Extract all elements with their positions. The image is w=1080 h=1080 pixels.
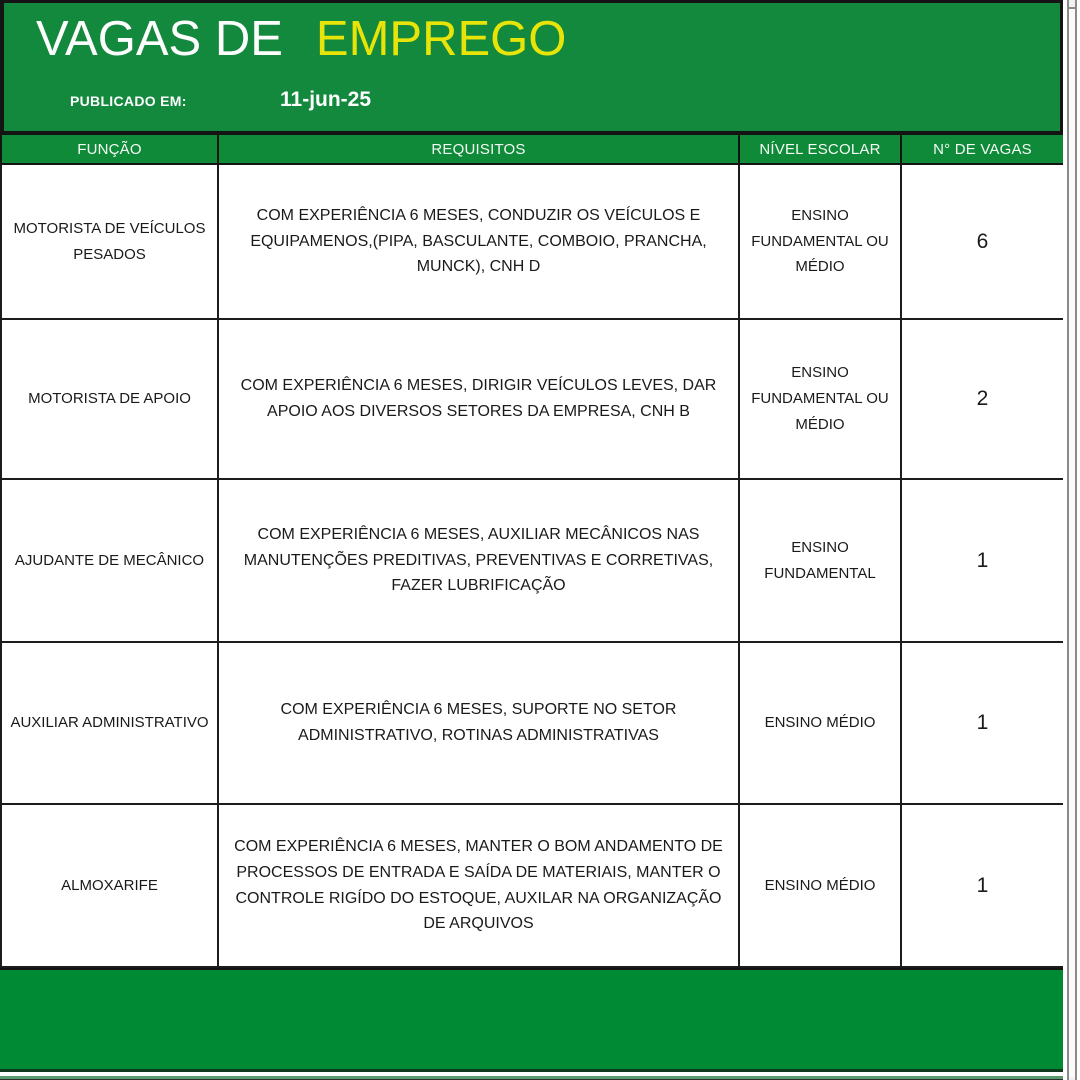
- table-row: [1, 479, 1064, 642]
- vertical-scrollbar-thumb[interactable]: [1069, 7, 1075, 1077]
- cell-nivel-escolar: ENSINO FUNDAMENTAL OU MÉDIO: [739, 164, 901, 319]
- vacancies-table: [0, 133, 1065, 968]
- cell-requisitos: COM EXPERIÊNCIA 6 MESES, SUPORTE NO SETOR ADMINISTRATIVO, ROTINAS ADMINISTRATIVAS: [218, 642, 739, 804]
- title-part-white: VAGAS DE: [36, 12, 283, 66]
- cell-nivel-escolar: ENSINO MÉDIO: [739, 642, 901, 804]
- cell-nivel-escolar: ENSINO MÉDIO: [739, 804, 901, 967]
- published-date: 11-jun-25: [280, 88, 372, 111]
- cell-nivel-escolar: ENSINO FUNDAMENTAL OU MÉDIO: [739, 319, 901, 479]
- column-header-nivel-escolar: NÍVEL ESCOLAR: [739, 134, 901, 164]
- cell-n-de-vagas: 6: [901, 164, 1064, 319]
- table-body: [1, 164, 1064, 967]
- column-header-requisitos: REQUISITOS: [218, 134, 739, 164]
- table-row: [1, 164, 1064, 319]
- cell-funcao: AJUDANTE DE MECÂNICO: [1, 479, 218, 642]
- cell-requisitos: COM EXPERIÊNCIA 6 MESES, DIRIGIR VEÍCULOS LEVES, DAR APOIO AOS DIVERSOS SETORES DA EMPRESA, CNH B: [218, 319, 739, 479]
- table-row: [1, 319, 1064, 479]
- cell-n-de-vagas: 1: [901, 479, 1064, 642]
- cell-n-de-vagas: 1: [901, 642, 1064, 804]
- scrollbar-area: [1063, 0, 1080, 1080]
- cell-funcao: ALMOXARIFE: [1, 804, 218, 967]
- cell-requisitos: COM EXPERIÊNCIA 6 MESES, MANTER O BOM ANDAMENTO DE PROCESSOS DE ENTRADA E SAÍDA DE MATERIAIS, MANTER O CONTROLE RIGÍDO DO ESTOQUE, AUXILAR NA ORGANIZAÇÃO DE ARQUIVOS: [218, 804, 739, 967]
- cell-requisitos: COM EXPERIÊNCIA 6 MESES, CONDUZIR OS VEÍCULOS E EQUIPAMENOS,(PIPA, BASCULANTE, COMBOIO, PRANCHA, MUNCK), CNH D: [218, 164, 739, 319]
- vertical-scrollbar-track[interactable]: [1067, 0, 1077, 1080]
- table-row: [1, 642, 1064, 804]
- header-band: [0, 0, 1063, 133]
- cell-requisitos: COM EXPERIÊNCIA 6 MESES, AUXILIAR MECÂNICOS NAS MANUTENÇÕES PREDITIVAS, PREVENTIVAS E CORRETIVAS, FAZER LUBRIFICAÇÃO: [218, 479, 739, 642]
- table-header-row: [1, 134, 1064, 164]
- bottom-strip-green: [0, 1076, 1063, 1080]
- cell-funcao: MOTORISTA DE APOIO: [1, 319, 218, 479]
- cell-n-de-vagas: 1: [901, 804, 1064, 967]
- page-title: [36, 13, 566, 67]
- cell-funcao: MOTORISTA DE VEÍCULOS PESADOS: [1, 164, 218, 319]
- footer-band: [0, 968, 1063, 1072]
- column-header-funcao: FUNÇÃO: [1, 134, 218, 164]
- title-part-yellow: EMPREGO: [315, 12, 567, 66]
- cell-funcao: AUXILIAR ADMINISTRATIVO: [1, 642, 218, 804]
- cell-n-de-vagas: 2: [901, 319, 1064, 479]
- column-header-n-de-vagas: N° DE VAGAS: [901, 134, 1064, 164]
- cell-nivel-escolar: ENSINO FUNDAMENTAL: [739, 479, 901, 642]
- table-row: [1, 804, 1064, 967]
- published-label: PUBLICADO EM:: [70, 93, 187, 109]
